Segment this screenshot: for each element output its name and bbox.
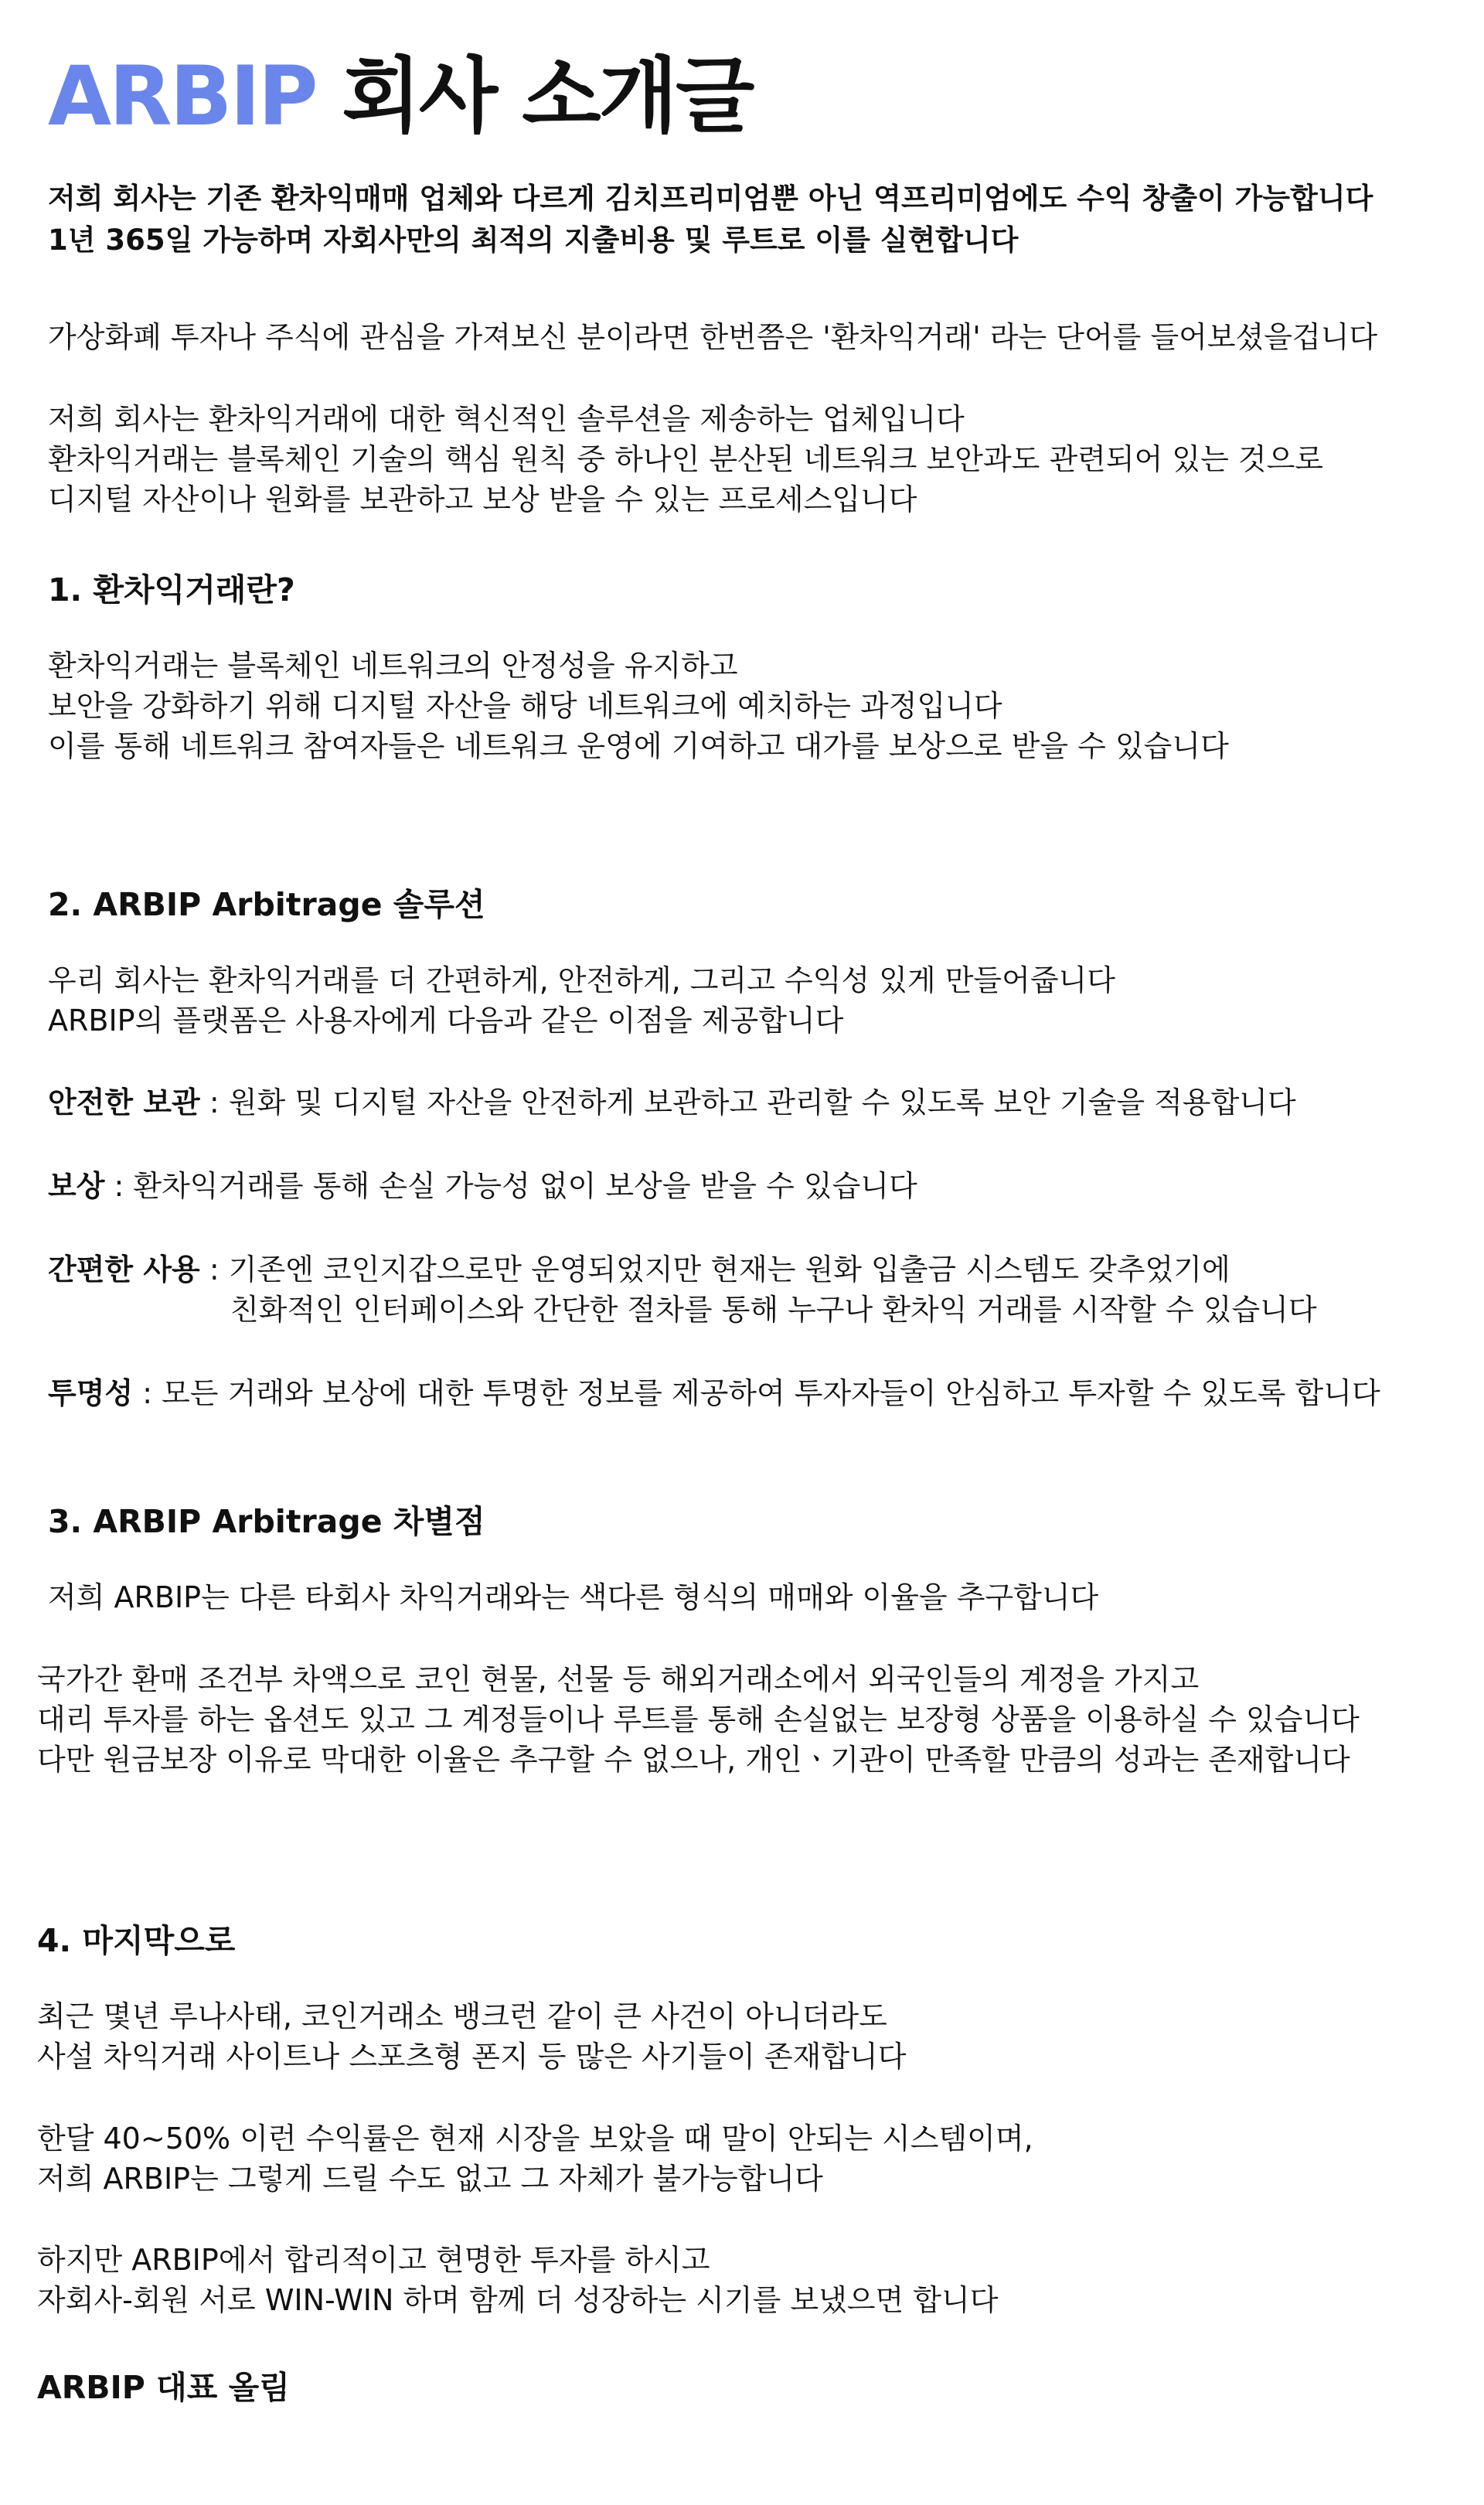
section-2-intro-line-2: ARBIP의 플랫폼은 사용자에게 다음과 같은 이점을 제공합니다 (48, 1004, 844, 1038)
section-3-intro: 저희 ARBIP는 다른 타회사 차익거래와는 색다른 형식의 매매와 이율을 추구합니다 (48, 1580, 1099, 1614)
benefit-label: 투명성 (48, 1376, 134, 1410)
benefit-label: 간편한 사용 (48, 1252, 200, 1287)
page-title (48, 31, 752, 148)
section-4-p2-line-1: 한달 40~50% 이런 수익률은 현재 시장을 보았을 때 말이 안되는 시스템이며, (37, 2122, 1033, 2156)
section-4-p2-line-2: 저희 ARBIP는 그렇게 드릴 수도 없고 그 자체가 불가능합니다 (37, 2162, 823, 2196)
title-text: 회사 소개글 (315, 49, 753, 144)
benefit-label: 안전한 보관 (48, 1086, 200, 1120)
benefit-label: 보상 (48, 1169, 105, 1203)
brand-name: ARBIP (48, 49, 316, 144)
benefit-transparency (48, 1373, 1380, 1413)
benefit-text: : 기존엔 코인지갑으로만 운영되었지만 현재는 원화 입출금 시스템도 갖추었기에 (199, 1252, 1230, 1287)
section-1-heading: 1. 환차익거래란? (48, 571, 295, 608)
section-4-heading: 4. 마지막으로 (37, 1922, 236, 1959)
benefit-easy-use-continued: 친화적인 인터페이스와 간단한 절차를 통해 누구나 환차익 거래를 시작할 수 있습니다 (230, 1293, 1317, 1327)
benefit-secure-storage (48, 1082, 1296, 1123)
section-3-line-1: 국가간 환매 조건부 차액으로 코인 현물, 선물 등 해외거래소에서 외국인들의 계정을 가지고 (37, 1662, 1200, 1696)
section-3-line-2: 대리 투자를 하는 옵션도 있고 그 계정들이나 루트를 통해 손실없는 보장형 상품을 이용하실 수 있습니다 (37, 1702, 1360, 1736)
lead-line-1: 저희 회사는 기존 환차익매매 업체와 다르게 김치프리미엄뿐 아닌 역프리미엄에도 수익 창출이 가능합니다 (48, 182, 1373, 215)
intro-p2-line-1: 저희 회사는 환차익거래에 대한 혁신적인 솔루션을 제송하는 업체입니다 (48, 402, 965, 436)
section-2-heading: 2. ARBIP Arbitrage 솔루션 (48, 886, 485, 923)
section-3-heading: 3. ARBIP Arbitrage 차별점 (48, 1503, 485, 1540)
section-4-p3-line-2: 자회사-회원 서로 WIN-WIN 하며 함께 더 성장하는 시기를 보냈으면 합니다 (37, 2283, 999, 2317)
section-2-intro-line-1: 우리 회사는 환차익거래를 더 간편하게, 안전하게, 그리고 수익성 있게 만들어줍니다 (48, 963, 1115, 997)
intro-p2-line-3: 디지털 자산이나 원화를 보관하고 보상 받을 수 있는 프로세스입니다 (48, 482, 917, 516)
benefit-text: : 원화 및 디지털 자산을 안전하게 보관하고 관리할 수 있도록 보안 기술을 적용합니다 (199, 1086, 1296, 1120)
section-4-p1-line-1: 최근 몇년 루나사태, 코인거래소 뱅크런 같이 큰 사건이 아니더라도 (37, 1999, 887, 2033)
benefit-easy-use (48, 1249, 1230, 1290)
section-3-line-3: 다만 원금보장 이유로 막대한 이율은 추구할 수 없으나, 개인ㆍ기관이 만족할 만큼의 성과는 존재합니다 (37, 1743, 1350, 1777)
benefit-text: : 환차익거래를 통해 손실 가능성 없이 보상을 받을 수 있습니다 (104, 1169, 917, 1203)
intro-paragraph-1: 가상화폐 투자나 주식에 관심을 가져보신 분이라면 한번쯤은 '환차익거래' 라는 단어를 들어보셨을겁니다 (48, 320, 1378, 354)
section-4-p1-line-2: 사설 차익거래 사이트나 스포츠형 폰지 등 많은 사기들이 존재합니다 (37, 2040, 907, 2074)
signature: ARBIP 대표 올림 (37, 2369, 290, 2406)
section-1-line-3: 이를 통해 네트워크 참여자들은 네트워크 운영에 기여하고 대가를 보상으로 받을 수 있습니다 (48, 729, 1229, 763)
benefit-reward (48, 1166, 917, 1206)
section-4-p3-line-1: 하지만 ARBIP에서 합리적이고 현명한 투자를 하시고 (37, 2243, 710, 2277)
benefit-text: : 모든 거래와 보상에 대한 투명한 정보를 제공하여 투자자들이 안심하고 투자할 수 있도록 합니다 (133, 1376, 1380, 1410)
section-1-line-1: 환차익거래는 블록체인 네트워크의 안정성을 유지하고 (48, 649, 738, 683)
section-1-line-2: 보안을 강화하기 위해 디지털 자산을 해당 네트워크에 예치하는 과정입니다 (48, 689, 1002, 723)
intro-p2-line-2: 환차익거래는 블록체인 기술의 핵심 원칙 중 하나인 분산된 네트워크 보안과도 관련되어 있는 것으로 (48, 442, 1323, 476)
lead-line-2: 1년 365일 가능하며 자회사만의 최적의 지출비용 및 루트로 이를 실현합니다 (48, 223, 1019, 257)
